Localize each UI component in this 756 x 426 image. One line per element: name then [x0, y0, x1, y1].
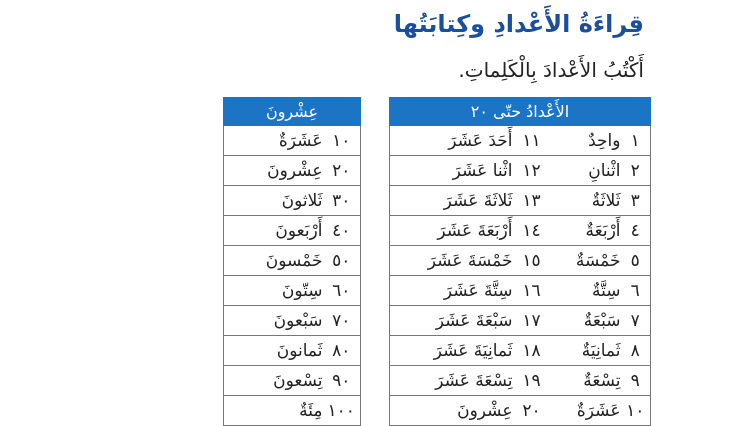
word-cell: أَرْبَعَةٌ [551, 216, 621, 246]
number-cell: ٤٠ [323, 216, 361, 246]
word-cell: سِتَّةَ عَشَرَ [390, 276, 513, 306]
table-row [224, 306, 361, 336]
word-cell: مِئَةٌ [299, 400, 323, 421]
word-cell: عِشْرونَ [457, 400, 513, 421]
table-row [224, 276, 361, 306]
word-cell: أَرْبَعونَ [224, 216, 323, 246]
number-cell: ١٠ [323, 126, 361, 156]
number-cell: ١٢ [513, 156, 551, 186]
number-cell: ٧٠ [323, 306, 361, 336]
table-row [224, 186, 361, 216]
word-cell: خَمْسَةٌ [551, 246, 621, 276]
word-cell: ثَلاثونَ [224, 186, 323, 216]
word-cell: تِسْعونَ [224, 366, 323, 396]
page-title: قِراءَةُ الأَعْدادِ وكِتابَتُها [393, 10, 644, 38]
table-row [390, 186, 651, 216]
number-cell: ٤ [621, 216, 651, 246]
word-cell: ثَمانِيَةَ عَشَرَ [390, 336, 513, 366]
word-cell: تِسْعَةَ عَشَرَ [390, 366, 513, 396]
word-cell: سِتَّةٌ [551, 276, 621, 306]
table-row [224, 336, 361, 366]
number-cell: ٩٠ [323, 366, 361, 396]
word-cell: ثَلاثَةَ عَشَرَ [390, 186, 513, 216]
word-cell: ثَمانونَ [224, 336, 323, 366]
table-row [390, 366, 651, 396]
word-cell: اثْنانِ [551, 156, 621, 186]
word-cell: واحِدٌ [551, 126, 621, 156]
number-cell: ١٦ [513, 276, 551, 306]
numbers-to-20-header: الأَعْدادُ حتّى ٢٠ [390, 98, 651, 126]
table-row [224, 246, 361, 276]
number-cell: ١١ [513, 126, 551, 156]
number-cell: ١٧ [513, 306, 551, 336]
word-cell: اثْنا عَشَرَ [390, 156, 513, 186]
number-cell: ١٨ [513, 336, 551, 366]
word-cell: أَرْبَعَةَ عَشَرَ [390, 216, 513, 246]
number-cell: ٨٠ [323, 336, 361, 366]
table-row [390, 216, 651, 246]
word-cell: عَشَرَةٌ [576, 400, 621, 421]
number-cell: ٣ [621, 186, 651, 216]
numbers-to-20-table [389, 97, 651, 426]
word-cell: خَمْسونَ [224, 246, 323, 276]
word-cell: سِتّونَ [224, 276, 323, 306]
table-row [390, 276, 651, 306]
instruction-text: أَكْتُبُ الأَعْدادَ بِالْكَلِماتِ. [458, 58, 644, 82]
number-cell: ٦ [621, 276, 651, 306]
table-row [224, 366, 361, 396]
number-cell: ٩ [621, 366, 651, 396]
table-row [224, 396, 361, 426]
table-row [224, 216, 361, 246]
number-cell: ٢٠ [522, 400, 541, 421]
number-cell: ١٤ [513, 216, 551, 246]
word-cell: ثَلاثَةٌ [551, 186, 621, 216]
number-cell: ١٣ [513, 186, 551, 216]
number-cell: ١٠٠ [327, 400, 355, 421]
table-row [390, 396, 651, 426]
number-cell: ١٥ [513, 246, 551, 276]
word-cell: خَمْسَةَ عَشَرَ [390, 246, 513, 276]
table-row [224, 126, 361, 156]
word-cell: أَحَدَ عَشَرَ [390, 126, 513, 156]
word-cell: سَبْعونَ [224, 306, 323, 336]
number-cell: ٥ [621, 246, 651, 276]
number-cell: ١٠ [626, 400, 645, 421]
word-cell: سَبْعَةَ عَشَرَ [390, 306, 513, 336]
table-row [390, 306, 651, 336]
word-cell: تِسْعَةٌ [551, 366, 621, 396]
number-cell: ٦٠ [323, 276, 361, 306]
tens-table [223, 97, 361, 426]
number-cell: ٣٠ [323, 186, 361, 216]
number-cell: ٢٠ [323, 156, 361, 186]
number-cell: ٥٠ [323, 246, 361, 276]
number-cell: ١٩ [513, 366, 551, 396]
number-cell: ١ [621, 126, 651, 156]
word-cell: ثَمانِيَةٌ [551, 336, 621, 366]
table-row [390, 156, 651, 186]
word-cell: عَشَرَةٌ [224, 126, 323, 156]
table-row [390, 126, 651, 156]
number-cell: ٧ [621, 306, 651, 336]
table-row [390, 246, 651, 276]
tens-header: عِشْرونَ [224, 98, 361, 126]
table-row [224, 156, 361, 186]
word-cell: عِشْرونَ [224, 156, 323, 186]
word-cell: سَبْعَةٌ [551, 306, 621, 336]
number-cell: ٢ [621, 156, 651, 186]
number-cell: ٨ [621, 336, 651, 366]
table-row [390, 336, 651, 366]
